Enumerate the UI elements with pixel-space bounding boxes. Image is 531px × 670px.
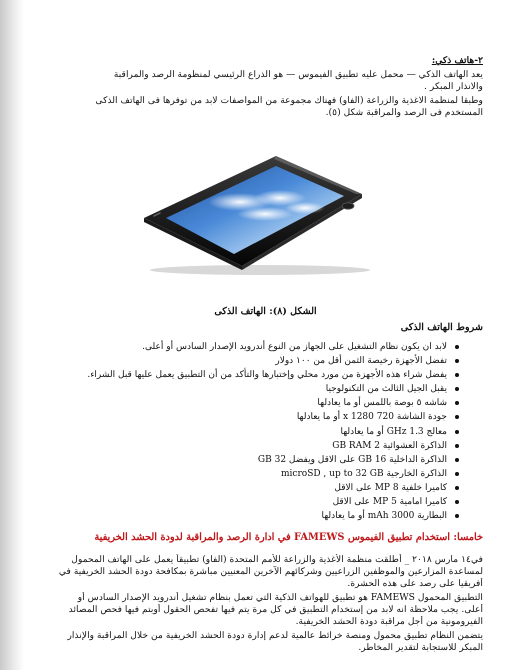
intro-line-2: والانذار المبكر . — [424, 81, 483, 92]
list-item: يقبل الجيل الثالث من التكنولوجيا — [101, 382, 461, 396]
list-item: الذاكرة الداخلية 16 GB على الاقل ويفضل 32 GB — [101, 453, 461, 467]
smartphone-image — [130, 148, 390, 278]
section5-line-7: يتضمن النظام تطبيق محمول ومنصة خرائط عالمية لدعم إدارة دودة الحشد الخريفية من خلال المراقبة والإنذار — [67, 630, 483, 641]
list-item: جودة الشاشة 720 x 1280 أو ما يعادلها — [101, 410, 461, 424]
section5-line-8: المبكر للاستجابة لتقدير المخاطر. — [358, 642, 483, 653]
conditions-list — [87, 340, 461, 523]
intro-line-3: وطبقا لمنظمة الاغذية والزراعة (الفاو) فهناك مجموعة من المواصفات لابد من توفرها فى الهاتف الذكى — [95, 95, 483, 106]
smartphone-heading: ٢-هاتف ذكي: — [431, 55, 483, 66]
list-item: كاميرا خلفية 8 MP على الاقل — [101, 481, 461, 495]
conditions-title: شروط الهاتف الذكى — [400, 322, 483, 333]
section5-line-3: أفريقيا على رصد على هذه الحشرة. — [347, 578, 483, 589]
section5-line-1: في١٤ مارس ٢٠١٨ _ أطلقت منظمة الأغذية والزراعة للأمم المتحدة (الفاو) تطبيقاً يعمل على الهاتف المحمول — [71, 554, 483, 565]
list-item: تفضل الأجهزة رخيصة الثمن أقل من ١٠٠ دولار — [101, 354, 461, 368]
section5-line-6: الفيرومونية من أجل مراقبة دودة الحشد الخريفية. — [295, 616, 483, 627]
list-item: الذاكرة العشوائية 2 GB RAM — [101, 439, 461, 453]
intro-line-4: المستخدم فى الرصد والمراقبة شكل (٥). — [325, 107, 483, 118]
list-item: كاميرا امامية 5 MP على الاقل — [101, 495, 461, 509]
smartphone-figure — [130, 148, 390, 278]
list-item: معالج 1.3 GHz أو ما يعادلها — [101, 425, 461, 439]
section5-line-5: أعلى. يجب ملاحظة انه لابد من إستخدام التطبيق في كل مرة يتم فيها تفحص الحقول أوبتم فيها فحص المصائد — [68, 604, 483, 615]
section5-heading: خامسا: استخدام تطبيق الفيموس FAMEWS في ادارة الرصد والمراقبة لدودة الحشد الخريفية — [94, 532, 483, 543]
section5-line-2: لمساعدة المزارعين والموظفين الزراعيين وشركائهم الآخرين المعنيين مباشرة بمكافحة دودة الحشد الخريفية في — [58, 566, 483, 577]
list-item: البطارية 3000 mAh أو ما يعادلها — [101, 509, 461, 523]
list-item: شاشه ٥ بوصة باللمس أو ما يعادلها — [101, 396, 461, 410]
list-item: لابد ان يكون نظام التشغيل على الجهاز من النوع أندرويد الإصدار السادس أو أعلى. — [101, 340, 461, 354]
intro-line-1: يعد الهاتف الذكي — محمل عليه تطبيق الفيموس — هو الذراع الرئيسي لمنظومة الرصد والمراقبة — [113, 69, 483, 80]
page-edge-shadow — [0, 0, 24, 670]
list-item: الذاكرة الخارجية microSD , up to 32 GB — [101, 467, 461, 481]
figure-caption: الشكل (٨): الهاتف الذكى — [214, 306, 317, 317]
list-item: يفضل شراء هذه الأجهزة من مورد محلي وإختبارها والتأكد من أن التطبيق يعمل عليها قبل الشراء. — [101, 368, 461, 382]
section5-line-4: التطبيق المحمول FAMEWS هو تطبيق للهواتف الذكية التي تعمل بنظام تشغيل أندرويد الإصدار السادس أو — [77, 592, 483, 603]
